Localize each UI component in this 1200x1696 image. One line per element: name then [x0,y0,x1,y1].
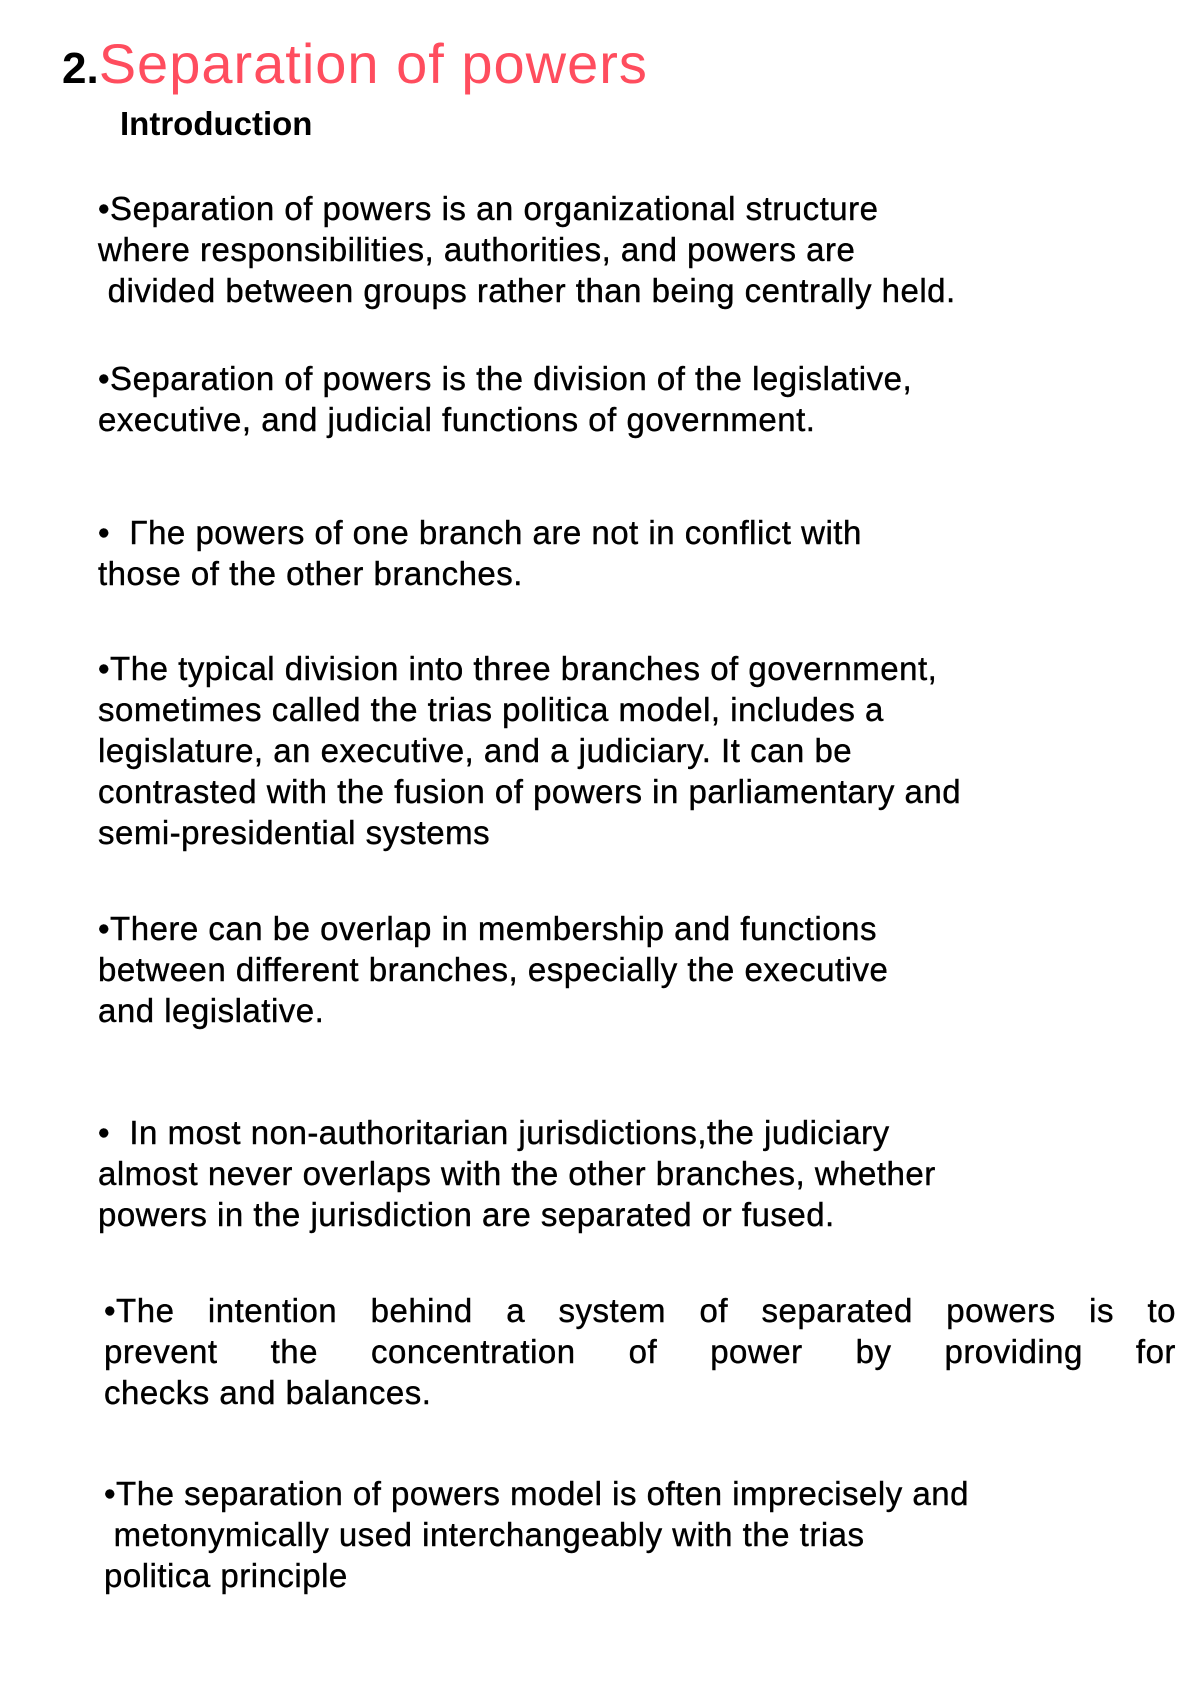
paragraph-line: •Separation of powers is an organizational structure [98,190,879,227]
paragraph-line: legislature, an executive, and a judiciary. It can be [98,732,853,769]
paragraph-3 [98,512,862,594]
paragraph-line: checks and balances. [104,1374,432,1411]
paragraph-line: sometimes called the trias politica model, includes a [98,691,884,728]
paragraph-line: and legislative. [98,992,325,1029]
section-number: 2. [62,44,99,93]
paragraph-line [104,1331,1176,1372]
word: separated [761,1292,913,1329]
word: powers [946,1292,1056,1329]
subtitle: Introduction [120,105,313,142]
word: concentration [370,1333,576,1370]
paragraph-line: • Γhe powers of one branch are not in conflict with [98,514,862,551]
word: power [710,1333,803,1370]
paragraph-line: executive, and judicial functions of government. [98,401,816,438]
paragraph-8 [104,1473,969,1596]
paragraph-line: contrasted with the fusion of powers in parliamentary and [98,773,962,810]
paragraph-line: politica principle [104,1557,348,1594]
word: intention [207,1292,338,1329]
paragraph-line: where responsibilities, authorities, and powers are [98,231,856,268]
paragraph-5 [98,908,888,1031]
paragraph-line: powers in the jurisdiction are separated or fused. [98,1196,835,1233]
word: is [1089,1292,1114,1329]
word: behind [370,1292,473,1329]
paragraph-line: divided between groups rather than being centrally held. [98,272,956,309]
paragraph-7 [104,1290,1176,1413]
paragraph-line [104,1290,1176,1331]
paragraph-line: almost never overlaps with the other branches, whether [98,1155,936,1192]
paragraph-6 [98,1112,936,1235]
word: a [506,1292,526,1329]
word: of [699,1292,729,1329]
page-title [62,28,648,105]
word: prevent [104,1333,218,1370]
word: by [855,1333,892,1370]
word: for [1135,1333,1176,1370]
paragraph-line: •There can be overlap in membership and functions [98,910,877,947]
paragraph-line: metonymically used interchangeably with the trias [104,1516,865,1553]
word: •The [104,1292,175,1329]
paragraph-line: those of the other branches. [98,555,523,592]
word: of [628,1333,658,1370]
word: system [558,1292,667,1329]
paragraph-4 [98,648,961,853]
paragraph-1 [98,188,956,311]
paragraph-line: between different branches, especially the executive [98,951,889,988]
paragraph-line: •The typical division into three branches of government, [98,650,938,687]
word: to [1147,1292,1176,1329]
paragraph-line: • In most non-authoritarian jurisdictions,the judiciary [98,1114,890,1151]
paragraph-line: semi-presidential systems [98,814,491,851]
paragraph-2 [98,358,912,440]
paragraph-line: •The separation of powers model is often imprecisely and [104,1475,969,1512]
section-title: Separation of powers [98,32,648,95]
word: providing [944,1333,1083,1370]
paragraph-line: •Separation of powers is the division of the legislative, [98,360,913,397]
word: the [270,1333,318,1370]
